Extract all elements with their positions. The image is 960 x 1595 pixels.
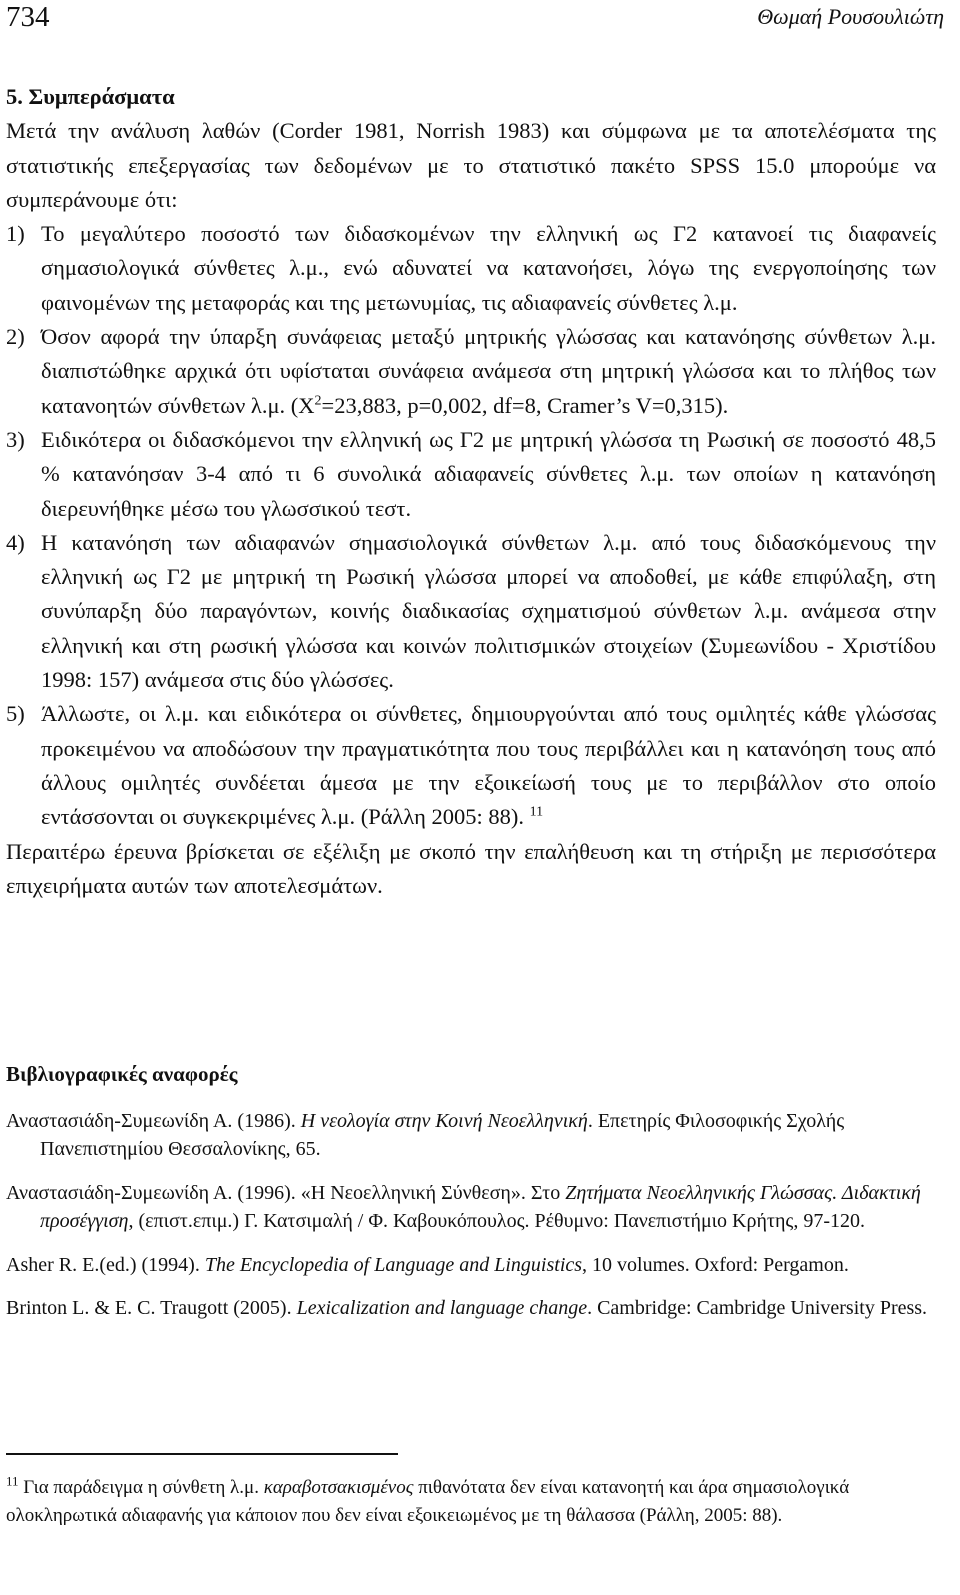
item-text: Η κατανόηση των αδιαφανών σημασιολογικά σύνθετων λ.μ. από τους διδασκόμενους την ελληνική ως Γ2 με μητρική τη Ρωσική γλώσσα μπορεί να αποδοθεί, με κάθε επιφύλαξη, στη συνύπαρξη δύο παραγόντων, κοινής διαδικασίας σχηματισμού σύνθετων λ.μ. ανάμεσα στην ελληνική και στη ρωσική γλώσσα και κοινών πολιτισμικών στοιχείων (Συμεωνίδου - Χριστίδου 1998: 157) ανάμεσα στις δύο γλώσσες. [41, 529, 936, 693]
conclusion-item-5 [6, 697, 936, 834]
item-number: 1) [6, 221, 25, 247]
item-text: Ειδικότερα οι διδασκόμενοι την ελληνική ως Γ2 με μητρική γλώσσα τη Ρωσική σε ποσοστό 48,5 % κατανόησαν 3-4 από τι 6 συνολικά αδιαφανείς σύνθετες λ.μ. των οποίων η κατανόηση διερευνήθηκε μέσω του γλωσσικού τεστ. [41, 426, 936, 521]
item-number: 5) [6, 701, 25, 727]
closing-paragraph: Περαιτέρω έρευνα βρίσκεται σε εξέλιξη με σκοπό την επαλήθευση και τη στήριξη με περισσότερα επιχειρήματα αυτών των αποτελεσμάτων. [6, 838, 936, 898]
superscript: 2 [314, 393, 322, 409]
reference-title: Η νεολογία στην Κοινή Νεοελληνική [300, 1109, 588, 1132]
conclusion-item-2 [6, 320, 936, 423]
item-text: Το μεγαλύτερο ποσοστό των διδασκομένων την ελληνική ως Γ2 κατανοεί τις διαφανείς σημασιολογικά σύνθετες λ.μ., ενώ αδυνατεί να κατανοήσει, λόγω της ενεργοποίησης των φαινομένων της μεταφοράς και της μετωνυμίας, τις αδιαφανείς σύνθετες λ.μ. [41, 221, 936, 315]
references-title: Βιβλιογραφικές αναφορές [6, 1062, 238, 1086]
reference-text: Asher R. E.(ed.) (1994). [6, 1253, 205, 1276]
item-text-part-b: =23,883, p=0,002, df=8, Cramer’s V=0,315). [321, 392, 729, 418]
reference-text: , (επιστ.επιμ.) Γ. Κατσιμαλή / Φ. Καβουκόπουλος. Ρέθυμνο: Πανεπιστήμιο Κρήτης, 97-120. [128, 1210, 866, 1232]
footnote-mark: 11 [6, 1473, 19, 1489]
conclusion-item-3 [6, 423, 936, 526]
reference-title: Ζητήματα Νεοελληνικής Γλώσσας. Διδακτική προσέγγιση [40, 1181, 921, 1232]
item-text-part-a: Όσον αφορά την ύπαρξη συνάφειας μεταξύ μητρικής γλώσσας και κατανόησης σύνθετων λ.μ. διαπιστώθηκε αρχικά ότι υφίσταται συνάφεια ανάμεσα στη μητρική γλώσσα και το πλήθος των κατανοητών σύνθετων λ.μ. (Χ [41, 324, 936, 418]
conclusions-section [6, 80, 936, 903]
reference-title: The Encyclopedia of Language and Linguistics [204, 1253, 583, 1276]
reference-text: Αναστασιάδη-Συμεωνίδη Α. (1996). «Η Νεοελληνική Σύνθεση». Στο [6, 1181, 566, 1204]
conclusion-item-4 [6, 526, 936, 697]
item-number: 2) [6, 324, 25, 350]
section-intro: Μετά την ανάλυση λαθών (Corder 1981, Norrish 1983) και σύμφωνα με τα αποτελέσματα της στατιστικής επεξεργασίας των δεδομένων με το στατιστικό πακέτο SPSS 15.0 μπορούμε να συμπεράνουμε ότι: [6, 118, 936, 212]
running-header-author: Θωμαή Ρουσουλιώτη [757, 4, 944, 29]
item-text [41, 697, 936, 834]
reference-entry [6, 1294, 936, 1323]
footnote-italic: καραβοτσακισμένος [263, 1477, 414, 1498]
reference-text: , 10 volumes. Oxford: Pergamon. [582, 1253, 849, 1276]
references-section [6, 1060, 936, 1338]
footnote-separator [6, 1453, 398, 1455]
footnote-reference[interactable]: 11 [529, 804, 544, 820]
page-number: 734 [6, 1, 50, 33]
item-text-body: Άλλωστε, οι λ.μ. και ειδικότερα οι σύνθετες, δημιουργούνται από τους ομιλητές κάθε γλώσσας προκειμένου να αποδώσουν την πραγματικότητα που τους περιβάλλει και η κατανόηση τους από άλλους ομιλητές συνδέεται άμεσα με την εξοικείωσή τους με το περιβάλλον στο οποίο εντάσσονται οι συγκεκριμένες λ.μ. (Ράλλη 2005: 88). [41, 701, 936, 830]
reference-text: . Επετηρίς Φιλοσοφικής Σχολής Πανεπιστημίου Θεσσαλονίκης, 65. [40, 1109, 845, 1160]
item-text [41, 320, 936, 423]
reference-entry [6, 1107, 936, 1164]
footnote-text: πιθανότατα δεν είναι κατανοητή και άρα σημασιολογικά ολοκληρωτικά αδιαφανής για κάποιον που δεν είναι εξοικειωμένος με τη θάλασσα (Ράλλη, 2005: 88). [6, 1477, 850, 1526]
footnote-text: Για παράδειγμα η σύνθετη λ.μ. [18, 1477, 264, 1498]
reference-text: Αναστασιάδη-Συμεωνίδη Α. (1986). [6, 1109, 301, 1132]
item-number: 4) [6, 529, 25, 555]
reference-title: Lexicalization and language change [296, 1297, 588, 1319]
reference-text: Brinton L. & E. C. Traugott (2005). [6, 1297, 297, 1319]
reference-text: . Cambridge: Cambridge University Press. [587, 1297, 928, 1319]
footnote [6, 1474, 936, 1530]
section-title: 5. Συμπεράσματα [6, 84, 175, 109]
conclusion-item-1 [6, 217, 936, 320]
item-number: 3) [6, 426, 25, 452]
reference-entry [6, 1179, 936, 1236]
reference-entry [6, 1251, 936, 1280]
